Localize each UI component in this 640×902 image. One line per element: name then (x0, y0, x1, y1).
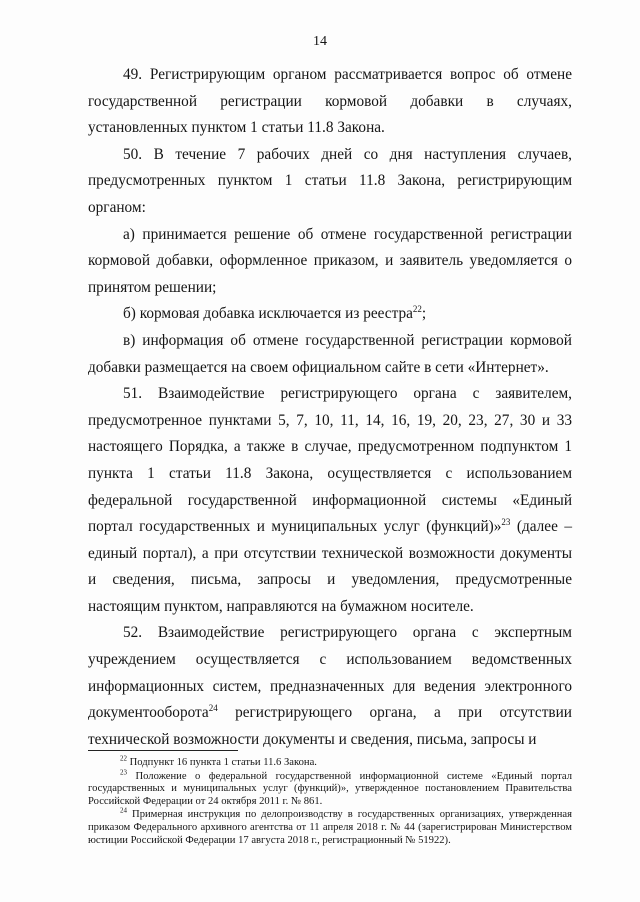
paragraph-text: Регистрирующим органом рассматривается вопрос об отмене государственной регистрации кормовой добавки в случаях, установленных пунктом 1 статьи 11.8 Закона. (88, 66, 572, 137)
footnote-mark: 23 (120, 768, 127, 777)
footnote-reference[interactable]: 24 (208, 703, 218, 714)
footnote-reference[interactable]: 22 (412, 304, 422, 315)
paragraph-52 (88, 620, 572, 753)
paragraph-text: В течение 7 рабочих дней со дня наступления случаев, предусмотренных пунктом 1 статьи 11.8 Закона, регистрирующим органом: (88, 145, 572, 216)
paragraph-number: 52. (123, 624, 143, 642)
footnote-separator (88, 750, 238, 751)
paragraph-text: б) кормовая добавка исключается из реестра (123, 305, 413, 323)
footnote-23 (88, 768, 572, 809)
footnote-22 (88, 754, 572, 770)
paragraph-50 (88, 142, 572, 222)
paragraph-text-after: ; (421, 305, 427, 323)
paragraph-text: Взаимодействие регистрирующего органа с заявителем, предусмотренное пунктами 5, 7, 10, 11, 14, 16, 19, 20, 23, 27, 30 и 33 настоящего Порядка, а также в случае, предусмотренном подпунктом 1 пункта 1 статьи 11.8 Закона, осуществляется с использованием федеральной государственной информационной системы «Единый портал государственных и муниципальных услуг (функций)» (88, 385, 572, 536)
paragraph-text: а) принимается решение об отмене государственной регистрации кормовой добавки, оформленное приказом, и заявитель уведомляется о принятом решении; (88, 225, 572, 296)
footnote-text: Положение о федеральной государственной информационной системе «Единый портал государственных и муниципальных услуг (функций)», утвержденное постановлением Правительства Российской Федерации от 24 октября 2011 г. № 861. (88, 770, 572, 807)
footnote-text: Примерная инструкция по делопроизводству в государственных организациях, утвержденная приказом Федерального архивного агентства от 11 апреля 2018 г. № 44 (зарегистрирован Министерством юстиции Российской Федерации 17 августа 2018 г., регистрационный № 51922). (88, 809, 572, 846)
paragraph-text-after: регистрирующего органа, а при отсутствии технической возможности документы и сведения, письма, запросы и (88, 704, 572, 748)
paragraph-number: 49. (123, 66, 143, 83)
paragraph-text: Взаимодействие регистрирующего органа с экспертным учреждением осуществляется с использованием ведомственных информационных систем, предназначенных для ведения электронного документооборота (88, 624, 572, 722)
page-number: 14 (313, 34, 327, 49)
paragraph-50-c (88, 328, 572, 381)
footnote-mark: 22 (120, 754, 127, 763)
footnote-text: Подпункт 16 пункта 1 статьи 11.6 Закона. (127, 757, 317, 768)
footnote-mark: 24 (120, 806, 127, 815)
footnote-reference[interactable]: 23 (501, 517, 511, 527)
paragraph-text-after: (далее – единый портал), а при отсутствии технической возможности документы и сведения, письма, запросы и уведомления, предусмотренные настоящим пунктом, направляются на бумажном носителе. (88, 518, 572, 615)
document-body (88, 62, 572, 753)
paragraph-number: 51. (123, 385, 143, 403)
paragraph-50-b (88, 301, 572, 328)
paragraph-50-a (88, 222, 572, 302)
paragraph-49 (88, 62, 572, 142)
paragraph-number: 50. (123, 145, 143, 163)
paragraph-text: в) информация об отмене государственной регистрации кормовой добавки размещается на своем официальном сайте в сети «Интернет». (88, 331, 572, 376)
paragraph-51 (88, 381, 572, 620)
footnotes (88, 754, 572, 848)
footnote-24 (88, 806, 572, 847)
